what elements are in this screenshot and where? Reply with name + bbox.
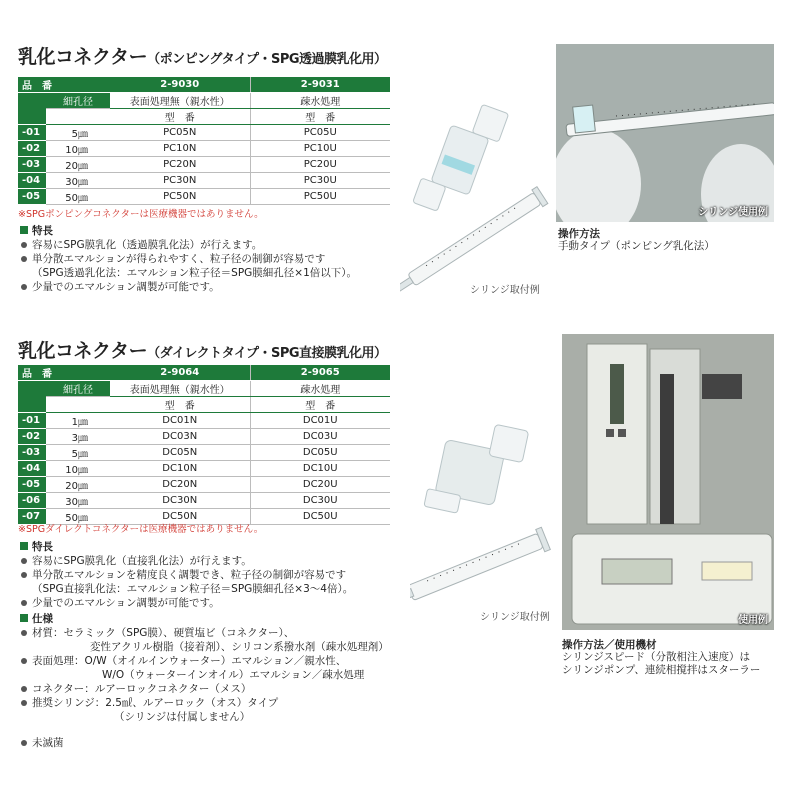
spec-item: 材質：セラミック（SPG膜）、硬質塩ビ（コネクター）、 — [32, 627, 295, 639]
table-header-type: 表面処理無（親水性） — [110, 381, 250, 397]
feature-item: 少量でのエマルション調製が可能です。 — [32, 597, 220, 609]
spec-item: （シリンジは付属しません） — [114, 711, 251, 723]
row-model: PC50N — [110, 189, 250, 205]
table-header-code: 2-9064 — [110, 365, 250, 381]
row-pore: 20㎛ — [46, 477, 110, 493]
row-model: PC10U — [250, 141, 390, 157]
table-header-type: 疎水処理 — [250, 93, 390, 109]
row-model: DC10U — [250, 461, 390, 477]
sterile-note — [20, 736, 64, 750]
spec-item: コネクター：ルアーロックコネクター（メス） — [32, 683, 252, 695]
feature-item: 単分散エマルションが得られやすく、粒子径の制御が容易です — [32, 253, 326, 265]
row-model: DC30N — [110, 493, 250, 509]
row-model: DC30U — [250, 493, 390, 509]
spec-item: W/O（ウォーターインオイル）エマルション／疎水処理 — [102, 669, 365, 681]
row-model: PC10N — [110, 141, 250, 157]
feature-item: 容易にSPG膜乳化（透過膜乳化法）が行えます。 — [32, 239, 263, 251]
table-header-pore: 細孔径 — [46, 381, 110, 397]
table-header-model: 型 番 — [250, 397, 390, 413]
row-pore: 50㎛ — [46, 189, 110, 205]
spec-heading: 仕様 — [32, 613, 53, 625]
section1-subtitle: （ポンピングタイプ・SPG透過膜乳化用） — [147, 52, 387, 67]
table-header-code: 2-9030 — [110, 77, 250, 93]
sterile-text: 未滅菌 — [32, 737, 64, 749]
row-model: DC50N — [110, 509, 250, 525]
table-row — [18, 461, 390, 477]
table-row — [18, 445, 390, 461]
table-header-hinban: 品 番 — [18, 365, 110, 381]
feature-subnote: （SPG直接乳化法：エマルション粒子径＝SPG膜細孔径×3～4倍）。 — [32, 583, 354, 595]
operation-text: 手動タイプ（ポンピング乳化法） — [558, 240, 715, 252]
row-code: -06 — [18, 493, 46, 509]
row-code: -03 — [18, 157, 46, 173]
section2-subtitle: （ダイレクトタイプ・SPG直接膜乳化用） — [147, 346, 387, 361]
table-row — [18, 173, 390, 189]
table-header-pore: 細孔径 — [46, 93, 110, 109]
operation-title: 操作方法／使用機材 — [562, 639, 657, 651]
row-code: -01 — [18, 413, 46, 429]
bullet-icon — [21, 242, 27, 248]
row-pore: 20㎛ — [46, 157, 110, 173]
section1-title-main: 乳化コネクター — [18, 46, 148, 68]
syringe-caption: シリンジ取付例 — [480, 612, 550, 623]
spec-item: 推奨シリンジ：2.5㎖、ルアーロック（オス）タイプ — [32, 697, 279, 709]
bullet-icon — [21, 658, 27, 664]
row-model: DC05N — [110, 445, 250, 461]
feature-item: 単分散エマルションを精度良く調製でき、粒子径の制御が容易です — [32, 569, 347, 581]
syringe-image — [410, 527, 550, 610]
section2-table — [18, 365, 390, 525]
row-model: PC50U — [250, 189, 390, 205]
spec-item: 表面処理：O/W（オイルインウォーター）エマルション／親水性、 — [32, 655, 347, 667]
feature-item: 容易にSPG膜乳化（直接乳化法）が行えます。 — [32, 555, 252, 567]
connector-syringe-illustration — [400, 80, 550, 295]
section1-features — [20, 224, 357, 294]
row-model: PC30N — [110, 173, 250, 189]
table-row — [18, 141, 390, 157]
table-row — [18, 493, 390, 509]
table-row — [18, 125, 390, 141]
feature-subnote: （SPG透過乳化法：エマルション粒子径＝SPG膜細孔径×1倍以下）。 — [32, 267, 358, 279]
row-pore: 3㎛ — [46, 429, 110, 445]
operation-text: シリンジスピード（分散相注入速度）は — [562, 651, 751, 663]
row-model: DC05U — [250, 445, 390, 461]
row-code: -05 — [18, 189, 46, 205]
operation-title: 操作方法 — [558, 228, 600, 240]
bullet-icon — [21, 700, 27, 706]
section1-title — [18, 42, 387, 69]
row-code: -02 — [18, 141, 46, 157]
table-row — [18, 157, 390, 173]
hand-syringe-image — [556, 44, 774, 222]
table-header-type: 疎水処理 — [250, 381, 390, 397]
table-header-code: 2-9065 — [250, 365, 390, 381]
row-model: PC20N — [110, 157, 250, 173]
row-pore: 30㎛ — [46, 173, 110, 189]
row-model: PC20U — [250, 157, 390, 173]
row-model: DC01U — [250, 413, 390, 429]
bullet-icon — [21, 558, 27, 564]
row-code: -03 — [18, 445, 46, 461]
row-model: DC20U — [250, 477, 390, 493]
bullet-icon — [21, 256, 27, 262]
row-pore: 10㎛ — [46, 461, 110, 477]
features-heading: 特長 — [32, 225, 53, 237]
syringe-usage-photo — [556, 44, 774, 222]
row-pore: 5㎛ — [46, 445, 110, 461]
row-code: -01 — [18, 125, 46, 141]
section2-title — [18, 336, 387, 363]
square-bullet-icon — [20, 226, 28, 234]
photo-label: シリンジ使用例 — [698, 207, 768, 218]
row-code: -02 — [18, 429, 46, 445]
row-pore: 30㎛ — [46, 493, 110, 509]
row-pore: 5㎛ — [46, 125, 110, 141]
photo-label: 使用例 — [738, 615, 768, 626]
table-header-code: 2-9031 — [250, 77, 390, 93]
table-header-model: 型 番 — [110, 109, 250, 125]
square-bullet-icon — [20, 542, 28, 550]
connector-image — [413, 104, 509, 211]
row-model: DC50U — [250, 509, 390, 525]
pump-usage-photo — [562, 334, 774, 630]
syringe-pump-stirrer-image — [562, 334, 774, 630]
bullet-icon — [21, 572, 27, 578]
row-model: DC01N — [110, 413, 250, 429]
table-header-model: 型 番 — [250, 109, 390, 125]
row-code: -05 — [18, 477, 46, 493]
section2-title-main: 乳化コネクター — [18, 340, 148, 362]
row-model: DC20N — [110, 477, 250, 493]
table-row — [18, 429, 390, 445]
bullet-icon — [21, 686, 27, 692]
row-code: -04 — [18, 461, 46, 477]
features-heading: 特長 — [32, 541, 53, 553]
row-model: DC03U — [250, 429, 390, 445]
operation-text: シリンジポンプ、連続相撹拌はスターラー — [562, 664, 761, 676]
row-model: PC05U — [250, 125, 390, 141]
table-row — [18, 413, 390, 429]
bullet-icon — [21, 630, 27, 636]
table-header-type: 表面処理無（親水性） — [110, 93, 250, 109]
square-bullet-icon — [20, 614, 28, 622]
bullet-icon — [21, 600, 27, 606]
row-pore: 50㎛ — [46, 509, 110, 525]
section2-note: ※SPGダイレクトコネクターは医療機器ではありません。 — [18, 524, 264, 535]
feature-item: 少量でのエマルション調製が可能です。 — [32, 281, 220, 293]
row-pore: 1㎛ — [46, 413, 110, 429]
row-model: PC05N — [110, 125, 250, 141]
direct-connector-syringe-illustration — [410, 415, 560, 610]
table-row — [18, 477, 390, 493]
section1-note: ※SPGポンピングコネクターは医療機器ではありません。 — [18, 209, 264, 220]
spec-item: 変性アクリル樹脂（接着剤）、シリコン系撥水剤（疎水処理剤） — [90, 641, 389, 653]
row-model: DC03N — [110, 429, 250, 445]
table-header-hinban: 品 番 — [18, 77, 110, 93]
table-header-model: 型 番 — [110, 397, 250, 413]
row-code: -04 — [18, 173, 46, 189]
section1-table — [18, 77, 390, 205]
bullet-icon — [21, 284, 27, 290]
row-model: PC30U — [250, 173, 390, 189]
row-code: -07 — [18, 509, 46, 525]
row-pore: 10㎛ — [46, 141, 110, 157]
bullet-icon — [21, 740, 27, 746]
syringe-caption: シリンジ取付例 — [470, 285, 540, 296]
row-model: DC10N — [110, 461, 250, 477]
connector-image — [424, 424, 529, 513]
section2-features — [20, 540, 389, 724]
table-row — [18, 189, 390, 205]
